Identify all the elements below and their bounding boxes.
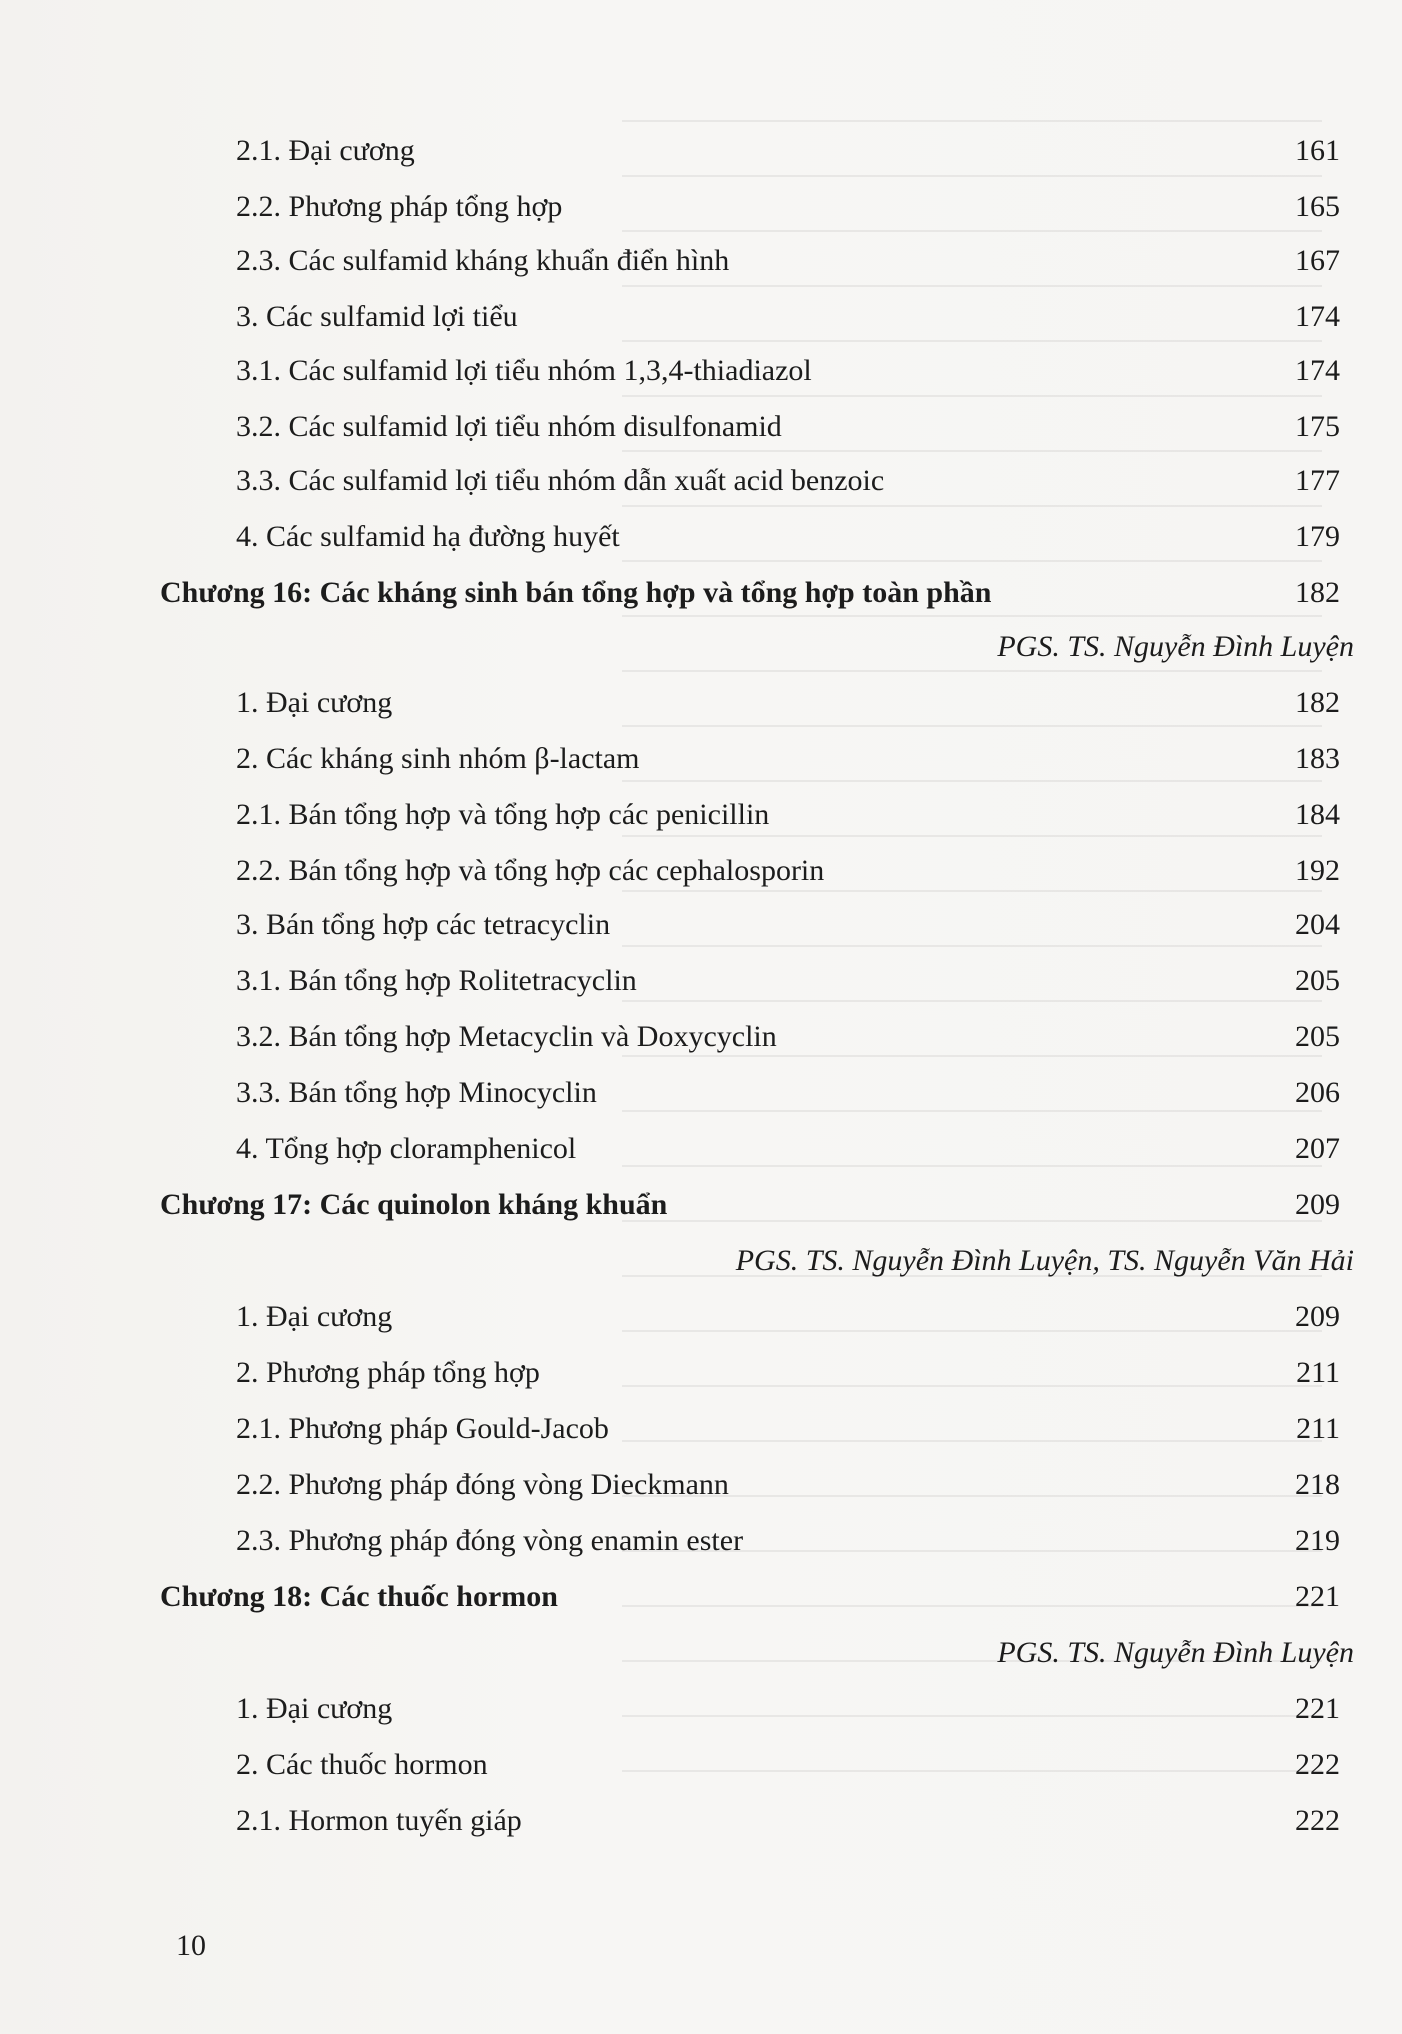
chapter-title: Chương 16: Các kháng sinh bán tổng hợp và tổng hợp toàn phần xyxy=(160,576,992,609)
author-names: PGS. TS. Nguyễn Đình Luyện xyxy=(997,1636,1354,1669)
toc-entry-label: 3. Các sulfamid lợi tiểu xyxy=(236,300,518,333)
toc-entry-label: 2.1. Hormon tuyến giáp xyxy=(236,1804,522,1837)
toc-entry-page: 161 xyxy=(1295,134,1340,167)
toc-entry xyxy=(0,402,1402,452)
toc-entry-label: 1. Đại cương xyxy=(236,686,393,719)
toc-entry-label: 2.3. Phương pháp đóng vòng enamin ester xyxy=(236,1524,744,1557)
toc-entry-label: 2.2. Phương pháp đóng vòng Dieckmann xyxy=(236,1468,729,1501)
toc-entry xyxy=(0,182,1402,232)
toc-entry-label: 1. Đại cương xyxy=(236,1692,393,1725)
toc-entry xyxy=(0,956,1402,1006)
toc-entry-page: 174 xyxy=(1295,300,1340,333)
toc-entry xyxy=(0,846,1402,896)
toc-entry-label: 2.1. Đại cương xyxy=(236,134,415,167)
chapter-title: Chương 18: Các thuốc hormon xyxy=(160,1580,558,1613)
toc-entry-label: 2. Các thuốc hormon xyxy=(236,1748,488,1781)
toc-entry-page: 209 xyxy=(1295,1300,1340,1333)
toc-entry-page: 221 xyxy=(1295,1692,1340,1725)
toc-entry-page: 192 xyxy=(1295,854,1340,887)
toc-entry-label: 3.2. Bán tổng hợp Metacyclin và Doxycyclin xyxy=(236,1020,777,1053)
toc-entry-page: 222 xyxy=(1295,1748,1340,1781)
toc-entry xyxy=(0,678,1402,728)
toc-entry-page: 211 xyxy=(1296,1356,1340,1389)
author-names: PGS. TS. Nguyễn Đình Luyện, TS. Nguyễn Văn Hải xyxy=(735,1244,1354,1277)
toc-entry-page: 211 xyxy=(1296,1412,1340,1445)
toc-entry xyxy=(0,512,1402,562)
toc-entry-label: 3.3. Các sulfamid lợi tiểu nhóm dẫn xuất acid benzoic xyxy=(236,464,885,497)
toc-entry xyxy=(0,456,1402,506)
toc-entry-label: 2.1. Bán tổng hợp và tổng hợp các penicillin xyxy=(236,798,770,831)
toc-entry xyxy=(0,734,1402,784)
toc-chapter-heading xyxy=(0,1572,1402,1622)
toc-entry-page: 221 xyxy=(1295,1580,1340,1613)
toc-entry xyxy=(0,790,1402,840)
toc-entry xyxy=(0,346,1402,396)
toc-entry-page: 179 xyxy=(1295,520,1340,553)
toc-entry-label: 2.3. Các sulfamid kháng khuẩn điển hình xyxy=(236,244,730,277)
toc-entry xyxy=(0,1012,1402,1062)
chapter-authors xyxy=(0,622,1402,672)
toc-entry xyxy=(0,900,1402,950)
toc-entry-label: 3.3. Bán tổng hợp Minocyclin xyxy=(236,1076,597,1109)
toc-entry-label: 2.2. Phương pháp tổng hợp xyxy=(236,190,563,223)
toc-entry-page: 218 xyxy=(1295,1468,1340,1501)
toc-entry-page: 209 xyxy=(1295,1188,1340,1221)
toc-entry xyxy=(0,1124,1402,1174)
toc-entry-page: 205 xyxy=(1295,964,1340,997)
toc-entry-page: 175 xyxy=(1295,410,1340,443)
toc-chapter-heading xyxy=(0,1180,1402,1230)
toc-entry-label: 3.2. Các sulfamid lợi tiểu nhóm disulfonamid xyxy=(236,410,782,443)
toc-entry xyxy=(0,1292,1402,1342)
toc-entry-page: 184 xyxy=(1295,798,1340,831)
toc-entry-page: 165 xyxy=(1295,190,1340,223)
toc-entry-label: 2.1. Phương pháp Gould-Jacob xyxy=(236,1412,609,1445)
toc-chapter-heading xyxy=(0,568,1402,618)
toc-entry-page: 174 xyxy=(1295,354,1340,387)
toc-entry xyxy=(0,1684,1402,1734)
toc-entry-page: 167 xyxy=(1295,244,1340,277)
toc-entry-page: 219 xyxy=(1295,1524,1340,1557)
toc-entry xyxy=(0,236,1402,286)
author-names: PGS. TS. Nguyễn Đình Luyện xyxy=(997,630,1354,663)
toc-entry xyxy=(0,1068,1402,1118)
toc-entry-label: 4. Các sulfamid hạ đường huyết xyxy=(236,520,620,553)
toc-entry-label: 2. Phương pháp tổng hợp xyxy=(236,1356,540,1389)
toc-entry-page: 204 xyxy=(1295,908,1340,941)
toc-entry-label: 2. Các kháng sinh nhóm β-lactam xyxy=(236,742,640,775)
toc-entry-page: 207 xyxy=(1295,1132,1340,1165)
chapter-title: Chương 17: Các quinolon kháng khuẩn xyxy=(160,1188,668,1221)
page-number: 10 xyxy=(176,1929,206,1962)
toc-entry-page: 177 xyxy=(1295,464,1340,497)
toc-entry xyxy=(0,1404,1402,1454)
toc-entry xyxy=(0,1516,1402,1566)
chapter-authors xyxy=(0,1628,1402,1678)
toc-entry-page: 182 xyxy=(1295,576,1340,609)
toc-entry-label: 4. Tổng hợp cloramphenicol xyxy=(236,1132,577,1165)
chapter-authors xyxy=(0,1236,1402,1286)
toc-entry-label: 3.1. Bán tổng hợp Rolitetracyclin xyxy=(236,964,637,997)
toc-entry xyxy=(0,1460,1402,1510)
toc-entry-page: 205 xyxy=(1295,1020,1340,1053)
toc-entry xyxy=(0,126,1402,176)
toc-entry xyxy=(0,1796,1402,1846)
toc-entry-label: 3. Bán tổng hợp các tetracyclin xyxy=(236,908,611,941)
toc-entry-label: 3.1. Các sulfamid lợi tiểu nhóm 1,3,4-thiadiazol xyxy=(236,354,812,387)
toc-entry xyxy=(0,1348,1402,1398)
toc-entry-page: 182 xyxy=(1295,686,1340,719)
toc-entry-page: 183 xyxy=(1295,742,1340,775)
toc-entry xyxy=(0,292,1402,342)
toc-entry-label: 2.2. Bán tổng hợp và tổng hợp các cephalosporin xyxy=(236,854,825,887)
toc-entry xyxy=(0,1740,1402,1790)
toc-entry-page: 206 xyxy=(1295,1076,1340,1109)
toc-entry-page: 222 xyxy=(1295,1804,1340,1837)
toc-entry-label: 1. Đại cương xyxy=(236,1300,393,1333)
